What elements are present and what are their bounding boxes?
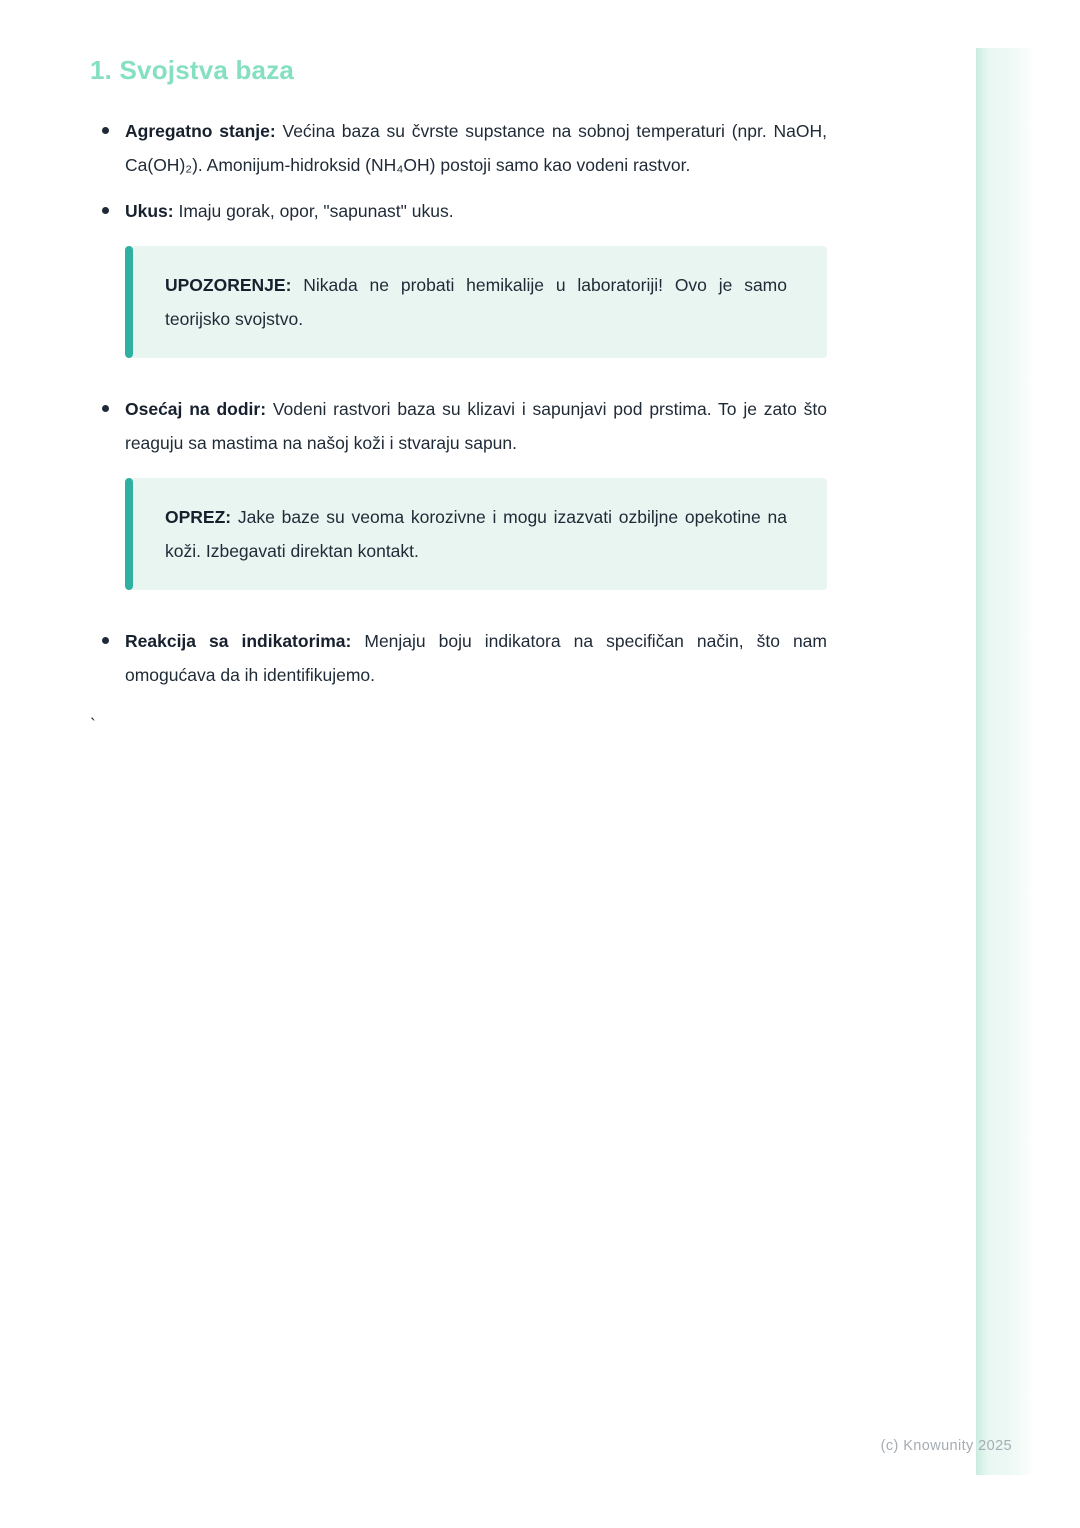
bullet-paragraph: [125, 624, 827, 692]
warning-callout: [125, 246, 827, 358]
list-item: [90, 194, 827, 228]
callout-text: Jake baze su veoma korozivne i mogu izazvati ozbiljne opekotine na koži. Izbegavati direktan kontakt.: [165, 507, 787, 561]
bullet-label: Reakcija sa indikatorima:: [125, 631, 352, 651]
callout-label: UPOZORENJE:: [165, 275, 292, 295]
callout-label: OPREZ:: [165, 507, 232, 527]
callout-paragraph: [165, 268, 787, 336]
bullet-label: Ukus:: [125, 201, 174, 221]
bullet-text: Vodeni rastvori baza su klizavi i sapunjavi pod prstima. To je zato što reaguju sa mastima na našoj koži i stvaraju sapun.: [125, 399, 828, 453]
bullet-text: Većina baza su čvrste supstance na sobnoj temperaturi (npr. NaOH, Ca(OH)₂). Amonijum-hidroksid (NH₄OH) postoji samo kao vodeni rastvor.: [125, 121, 827, 175]
document-content: [90, 55, 827, 742]
bullet-label: Agregatno stanje:: [125, 121, 276, 141]
bullet-paragraph: [125, 392, 827, 460]
list-item: [90, 624, 827, 692]
caution-callout: [125, 478, 827, 590]
bullet-text: Imaju gorak, opor, "sapunast" ukus.: [173, 201, 454, 221]
bullet-dot-icon: [102, 405, 109, 412]
bullet-dot-icon: [102, 127, 109, 134]
bullet-paragraph: [125, 114, 827, 182]
callout-paragraph: [165, 500, 787, 568]
decorative-side-stripe: [976, 48, 1034, 1475]
page-title: 1. Svojstva baza: [90, 55, 295, 85]
callout-text: Nikada ne probati hemikalije u laboratoriji! Ovo je samo teorijsko svojstvo.: [165, 275, 787, 329]
bullet-text: Menjaju boju indikatora na specifičan način, što nam omogućava da ih identifikujemo.: [125, 631, 827, 685]
list-item: [90, 114, 827, 182]
callout-accent-bar: [125, 478, 133, 590]
bullet-dot-icon: [102, 207, 109, 214]
list-item: [90, 392, 827, 460]
bullet-paragraph: [125, 194, 827, 228]
footer-credit: (c) Knowunity 2025: [880, 1438, 1012, 1454]
bullet-label: Osećaj na dodir:: [125, 399, 267, 419]
stray-backtick: `: [90, 715, 96, 735]
bullet-dot-icon: [102, 637, 109, 644]
callout-accent-bar: [125, 246, 133, 358]
